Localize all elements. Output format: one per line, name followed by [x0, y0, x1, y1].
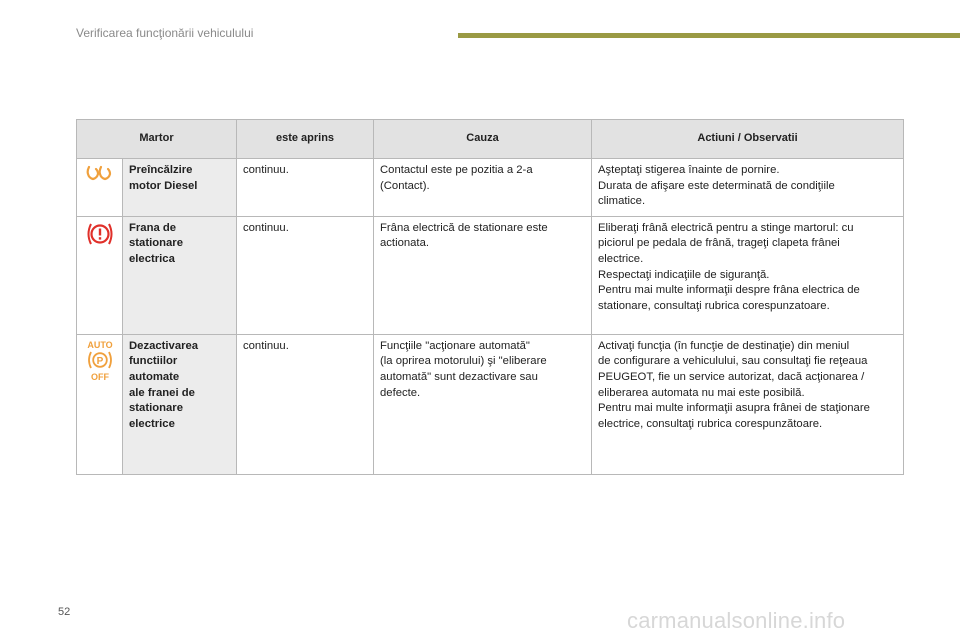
cause-cell — [374, 334, 592, 474]
table-row — [77, 334, 904, 474]
icon-cell — [77, 159, 123, 217]
cause-line: Funcţiile "acţionare automată" — [380, 339, 530, 352]
action-line: stationare, consultaţi rubrica corespunzatoare. — [598, 299, 830, 312]
column-header-actiuni: Actiuni / Observatii — [592, 120, 904, 159]
column-header-este-aprins: este aprins — [237, 120, 374, 159]
svg-text:OFF: OFF — [90, 371, 109, 382]
name-line: motor Diesel — [129, 179, 198, 192]
name-line: Frana de — [129, 221, 177, 234]
action-line: de configurare a vehiculului, sau consultaţi fie reţeaua — [598, 355, 868, 368]
name-line: Preîncălzire — [129, 164, 193, 176]
table-header-row — [77, 120, 904, 159]
watermark: carmanualsonline.info — [627, 608, 846, 633]
name-line: Dezactivarea — [129, 339, 199, 352]
name-line: functiilor — [129, 355, 178, 368]
action-line: PEUGEOT, fie un service autorizat, dacă acţionarea / — [598, 370, 865, 383]
page-number: 52 — [58, 606, 71, 618]
action-line: piciorul pe pedala de frână, trageţi clapeta frânei — [598, 237, 840, 250]
warning-name-cell — [123, 334, 237, 474]
svg-text:AUTO: AUTO — [86, 339, 113, 350]
cause-line: automată" sunt dezactivare sau — [380, 370, 538, 383]
parking-brake-warning-icon — [85, 238, 115, 250]
cause-line: (Contact). — [380, 179, 430, 192]
warning-name-cell — [123, 159, 237, 217]
cause-line: Contactul este pe pozitia a 2-a — [380, 164, 533, 176]
action-line: Respectaţi indicaţiile de siguranţă. — [598, 268, 770, 281]
glow-plug-icon — [86, 176, 114, 188]
name-line: electrice — [129, 417, 175, 430]
cause-cell — [374, 159, 592, 217]
action-line: Pentru mai multe informaţii despre frâna electrica de — [598, 284, 860, 297]
svg-text:P: P — [96, 355, 103, 367]
warning-lights-table — [76, 119, 904, 475]
name-line: stationare — [129, 237, 183, 250]
cause-line: (la oprirea motorului) şi "eliberare — [380, 355, 547, 368]
action-line: Durata de afişare este determinată de condiţiile — [598, 179, 835, 192]
auto-parking-brake-off-icon — [84, 339, 116, 386]
actions-cell — [592, 216, 904, 334]
action-line: Eliberaţi frână electrică pentru a stinge martorul: cu — [598, 221, 854, 234]
action-line: Aşteptaţi stigerea înainte de pornire. — [598, 164, 780, 176]
action-line: electrice. — [598, 252, 644, 265]
actions-cell — [592, 159, 904, 217]
header-title: Verificarea funcţionării vehiculului — [76, 26, 254, 40]
icon-cell — [77, 216, 123, 334]
cause-line: Frâna electrică de stationare este — [380, 221, 548, 234]
cause-line: actionata. — [380, 237, 429, 250]
name-line: electrica — [129, 252, 175, 265]
cause-cell — [374, 216, 592, 334]
icon-cell — [77, 334, 123, 474]
cause-line: defecte. — [380, 386, 421, 399]
action-line: eliberarea automata nu mai este posibilă. — [598, 386, 805, 399]
lit-cell: continuu. — [237, 334, 374, 474]
warning-name-cell — [123, 216, 237, 334]
lit-cell: continuu. — [237, 159, 374, 217]
action-line: Activaţi funcţia (în funcţie de destinaţie) din meniul — [598, 339, 850, 352]
action-line: climatice. — [598, 195, 646, 208]
name-line: stationare — [129, 402, 183, 415]
table-row — [77, 216, 904, 334]
lit-cell: continuu. — [237, 216, 374, 334]
column-header-martor: Martor — [77, 120, 237, 159]
name-line: ale franei de — [129, 386, 195, 399]
action-line: electrice, consultaţi rubrica corespunzătoare. — [598, 417, 823, 430]
header-accent-bar — [458, 33, 960, 38]
name-line: automate — [129, 370, 180, 383]
actions-cell — [592, 334, 904, 474]
column-header-cauza: Cauza — [374, 120, 592, 159]
table-row — [77, 159, 904, 217]
action-line: Pentru mai multe informaţii asupra frânei de staţionare — [598, 402, 870, 415]
